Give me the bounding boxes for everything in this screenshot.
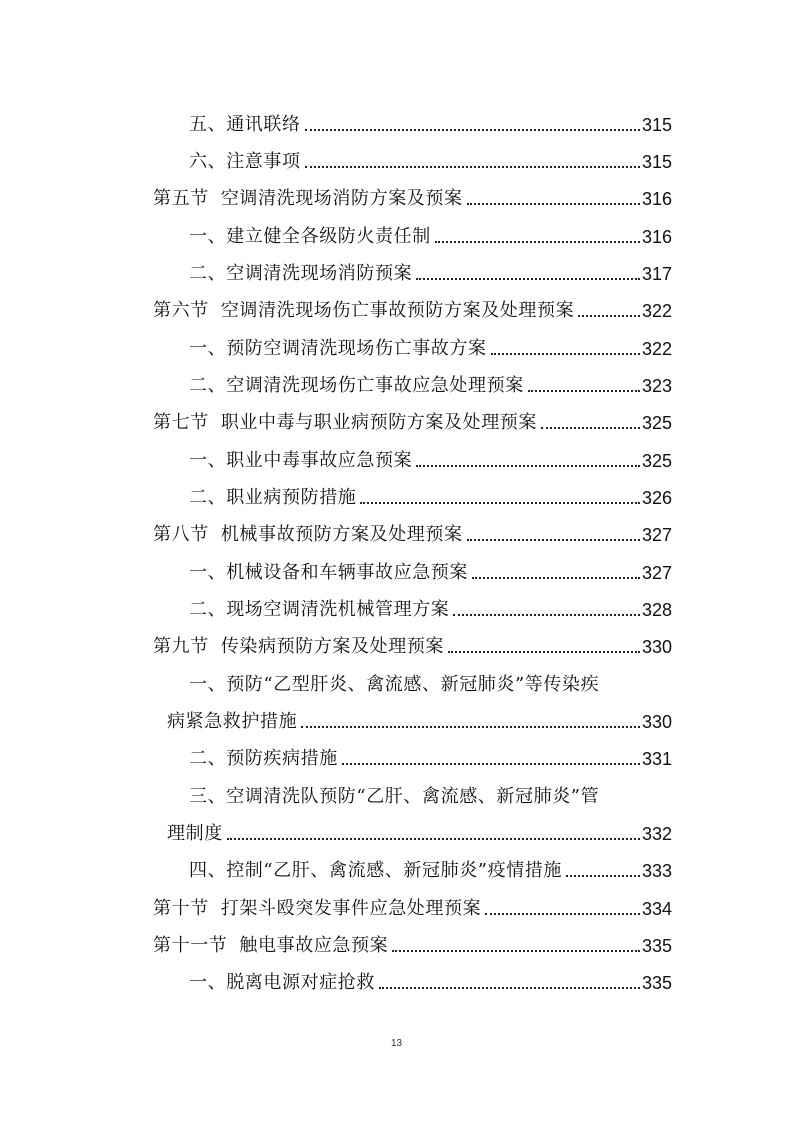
toc-section-entry[interactable]: [0, 628, 793, 658]
toc-entry-title: 六、注意事项: [189, 151, 301, 172]
dot-leader: [379, 987, 640, 989]
dot-leader: [467, 203, 640, 205]
toc-entry-title: 打架斗殴突发事件应急处理预案: [220, 898, 482, 919]
toc-section-label: 第十一节: [153, 935, 228, 956]
dot-leader: [472, 577, 640, 579]
toc-entry[interactable]: [0, 255, 793, 285]
toc-entry-title: 空调清洗现场伤亡事故预防方案及处理预案: [220, 300, 575, 321]
toc-page-number: 317: [641, 264, 672, 284]
toc-entry-title: 二、预防疾病措施: [189, 748, 338, 769]
dot-leader: [528, 390, 640, 392]
toc-entry-wrapped-continuation[interactable]: [0, 703, 793, 733]
dot-leader: [416, 465, 640, 467]
toc-page-number: 322: [641, 339, 672, 359]
toc-entry[interactable]: [0, 218, 793, 248]
dot-leader: [485, 913, 640, 915]
toc-entry-title: 空调清洗现场消防方案及预案: [220, 188, 463, 209]
toc-entry-title: 二、空调清洗现场消防预案: [189, 263, 413, 284]
dot-leader: [491, 353, 640, 355]
toc-page-number: 315: [641, 115, 672, 135]
toc-page-number: 335: [641, 936, 672, 956]
toc-entry-wrapped[interactable]: [0, 778, 793, 808]
toc-entry[interactable]: [0, 106, 793, 136]
toc-entry[interactable]: [0, 964, 793, 994]
toc-entry[interactable]: [0, 740, 793, 770]
dot-leader: [301, 726, 640, 728]
toc-section-entry[interactable]: [0, 516, 793, 546]
dot-leader: [342, 763, 640, 765]
dot-leader: [305, 166, 640, 168]
toc-entry-title: 二、现场空调清洗机械管理方案: [189, 599, 450, 620]
toc-page-number: 334: [641, 899, 672, 919]
toc-entry-title: 职业中毒与职业病预防方案及处理预案: [220, 412, 538, 433]
toc-entry-title: 触电事故应急预案: [239, 935, 389, 956]
toc-page-number: 328: [641, 600, 672, 620]
toc-entry-title: 二、职业病预防措施: [189, 487, 357, 508]
toc-page-number: 316: [641, 189, 672, 209]
toc-section-label: 第九节: [153, 636, 209, 657]
toc-page-number: 335: [641, 973, 672, 993]
toc-entry-title: 二、空调清洗现场伤亡事故应急处理预案: [189, 375, 524, 396]
dot-leader: [541, 427, 640, 429]
dot-leader: [578, 315, 640, 317]
dot-leader: [305, 129, 640, 131]
dot-leader: [448, 651, 640, 653]
toc-section-label: 第十节: [153, 898, 209, 919]
toc-page-number: 333: [641, 861, 672, 881]
toc-section-entry[interactable]: [0, 404, 793, 434]
toc-page-number: 332: [641, 824, 672, 844]
toc-page-number: 330: [641, 712, 672, 732]
dot-leader: [227, 838, 640, 840]
toc-page-number: 331: [641, 749, 672, 769]
toc-section-entry[interactable]: [0, 927, 793, 957]
toc-entry-title: 机械事故预防方案及处理预案: [220, 524, 463, 545]
toc-page-number: 315: [641, 152, 672, 172]
toc-section-label: 第五节: [153, 188, 209, 209]
dot-leader: [453, 614, 640, 616]
toc-section-label: 第八节: [153, 524, 209, 545]
toc-section-label: 第七节: [153, 412, 209, 433]
toc-page-number: 316: [641, 227, 672, 247]
toc-entry[interactable]: [0, 852, 793, 882]
toc-entry-title: 五、通讯联络: [189, 114, 301, 135]
toc-page-number: 330: [641, 637, 672, 657]
toc-entry-title: 传染病预防方案及处理预案: [220, 636, 445, 657]
dot-leader: [416, 278, 640, 280]
toc-page-number: 325: [641, 413, 672, 433]
dot-leader: [467, 539, 640, 541]
toc-entry-title: 一、职业中毒事故应急预案: [189, 450, 413, 471]
toc-entry[interactable]: [0, 143, 793, 173]
toc-section-label: 第六节: [153, 300, 209, 321]
dot-leader: [435, 241, 640, 243]
toc-entry-title-line2: 理制度: [167, 823, 223, 844]
dot-leader: [392, 950, 640, 952]
toc-entry-title: 一、预防空调清洗现场伤亡事故方案: [189, 338, 487, 359]
toc-entry[interactable]: [0, 367, 793, 397]
toc-entry-title-line1: 三、空调清洗队预防“乙肝、禽流感、新冠肺炎”管: [189, 786, 600, 807]
dot-leader: [566, 875, 640, 877]
toc-page-number: 325: [641, 451, 672, 471]
toc-entry[interactable]: [0, 479, 793, 509]
toc-entry-wrapped[interactable]: [0, 666, 793, 696]
toc-page-number: 326: [641, 488, 672, 508]
toc-section-entry[interactable]: [0, 292, 793, 322]
toc-entry-title-line1: 一、预防“乙型肝炎、禽流感、新冠肺炎”等传染疾: [189, 674, 600, 695]
dot-leader: [360, 502, 640, 504]
toc-entry[interactable]: [0, 554, 793, 584]
toc-page-number: 322: [641, 301, 672, 321]
toc-page-number: 323: [641, 376, 672, 396]
page-number-footer: 13: [390, 1038, 403, 1049]
toc-section-entry[interactable]: [0, 890, 793, 920]
toc-entry-title-line2: 病紧急救护措施: [167, 711, 298, 732]
toc-page-number: 327: [641, 525, 672, 545]
toc-entry[interactable]: [0, 442, 793, 472]
toc-entry[interactable]: [0, 330, 793, 360]
toc-entry-wrapped-continuation[interactable]: [0, 815, 793, 845]
toc-entry-title: 一、建立健全各级防火责任制: [189, 226, 431, 247]
toc-entry-title: 一、脱离电源对症抢救: [189, 972, 375, 993]
toc-entry[interactable]: [0, 591, 793, 621]
toc-entry-title: 四、控制“乙肝、禽流感、新冠肺炎”疫情措施: [189, 860, 563, 881]
toc-section-entry[interactable]: [0, 180, 793, 210]
toc-entry-title: 一、机械设备和车辆事故应急预案: [189, 562, 468, 583]
toc-page-number: 327: [641, 563, 672, 583]
